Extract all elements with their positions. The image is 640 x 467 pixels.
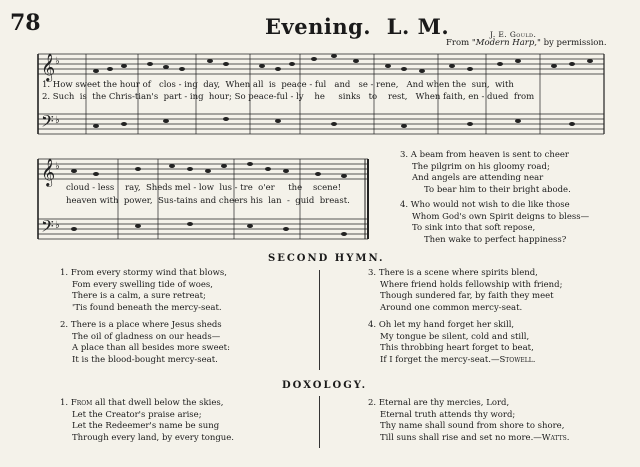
- stanza-line: Eternal truth attends thy word;: [380, 409, 516, 420]
- stanza-text: Oh let my hand forget her skill,: [378, 320, 515, 330]
- column-divider: [319, 270, 320, 370]
- stanza-text: all that dwell below the skies,: [95, 398, 224, 408]
- stanza-number: 2.: [60, 320, 69, 330]
- author-credit: Stowell.: [499, 354, 536, 365]
- stanza-line: [368, 398, 569, 410]
- composer-credit: J. E. Gould.: [490, 30, 537, 39]
- svg-text:♭: ♭: [55, 115, 60, 126]
- stanza-line: 3. A beam from heaven is sent to cheer: [400, 150, 569, 160]
- source-from: From: [446, 38, 470, 48]
- doxology-stanza-2: [368, 398, 569, 444]
- stanza-line: [368, 268, 562, 280]
- stanza-line: Through every land, by every tongue.: [72, 432, 234, 443]
- hymn-title-name: Evening.: [265, 14, 372, 39]
- page-number: 78: [10, 10, 41, 36]
- second-hymn-stanza-4: [368, 320, 535, 366]
- author-credit: Watts.: [541, 432, 570, 443]
- svg-text:𝄞: 𝄞: [41, 158, 56, 186]
- stanza-line: [60, 268, 227, 280]
- evening-stanza-4: [400, 200, 589, 246]
- stanza-line: [368, 320, 535, 332]
- stanza-line: [368, 433, 569, 445]
- stanza-line: Let the Redeemer's name be sung: [72, 421, 220, 431]
- stanza-line: 4. Who would not wish to die like those: [400, 200, 570, 210]
- stanza-text: Till suns shall rise and set no more.—: [380, 432, 542, 443]
- stanza-first-word: From: [70, 398, 93, 408]
- stanza-text: There is a scene where spirits blend,: [378, 268, 538, 278]
- stanza-line: Around one common mercy-seat.: [380, 302, 523, 313]
- stanza-number: 1.: [60, 398, 69, 408]
- svg-text:♭: ♭: [55, 161, 60, 172]
- hymn-meter: L. M.: [386, 14, 450, 39]
- stanza-line: Then wake to perfect happiness?: [424, 234, 567, 245]
- stanza-line: Where friend holds fellowship with friend;: [380, 279, 563, 290]
- stanza-line: [60, 398, 234, 410]
- svg-text:♭: ♭: [55, 220, 60, 231]
- svg-text:♭: ♭: [55, 56, 60, 67]
- lyric-line-2: 2. Such is the Chris-tian's part - ing hour; So peace-ful - ly he sinks to rest, When faith, en - dued from: [42, 92, 535, 102]
- stanza-line: A place than all besides more sweet:: [72, 343, 230, 353]
- second-hymn-stanza-3: [368, 268, 562, 314]
- stanza-first-line: From every stormy wind that blows,: [70, 268, 227, 278]
- stanza-number: 4.: [368, 320, 377, 330]
- stanza-line: There is a calm, a sure retreat;: [72, 291, 206, 301]
- stanza-line: This throbbing heart forget to beat,: [380, 343, 534, 353]
- second-hymn-heading: SECOND HYMN.: [268, 253, 385, 264]
- stanza-number: 1.: [60, 268, 69, 278]
- evening-stanza-3: [400, 150, 571, 196]
- stanza-line: To sink into that soft repose,: [412, 223, 536, 233]
- stanza-line: To bear him to their bright abode.: [424, 184, 571, 195]
- hymn-title: [265, 14, 449, 39]
- stanza-line: It is the blood-bought mercy-seat.: [72, 354, 218, 365]
- source-credit: [446, 38, 607, 48]
- stanza-line: And angels are attending near: [412, 173, 544, 183]
- lyric-line-3: cloud - less ray, Sheds mel - low lus - tre o'er the scene!: [66, 183, 342, 193]
- svg-text:𝄞: 𝄞: [41, 53, 56, 81]
- doxology-heading: DOXOLOGY.: [282, 380, 368, 391]
- stanza-text: If I forget the mercy-seat.—: [380, 354, 500, 365]
- second-hymn-stanza-1: [60, 268, 227, 314]
- stanza-line: Thy name shall sound from shore to shore,: [380, 421, 565, 431]
- stanza-line: My tongue be silent, cold and still,: [380, 331, 530, 342]
- stanza-line: Whom God's own Spirit deigns to bless—: [412, 211, 590, 222]
- svg-text:𝄢: 𝄢: [41, 216, 54, 240]
- stanza-line: Let the Creator's praise arise;: [72, 409, 202, 420]
- lyric-line-1: 1. How sweet the hour of clos - ing day, When all is peace - ful and se - rene, And when the sun, with: [42, 80, 514, 90]
- second-hymn-stanza-2: [60, 320, 230, 366]
- stanza-line: 'Tis found beneath the mercy-seat.: [72, 302, 222, 313]
- stanza-line: [60, 320, 230, 332]
- stanza-number: 3.: [368, 268, 377, 278]
- source-work: "Modern Harp,": [471, 38, 541, 48]
- lyric-line-4: heaven with power, Sus-tains and cheers his lan - guid breast.: [66, 196, 350, 206]
- svg-text:𝄢: 𝄢: [41, 111, 54, 135]
- stanza-text: There is a place where Jesus sheds: [70, 320, 222, 330]
- stanza-line: Fom every swelling tide of woes,: [72, 279, 213, 290]
- stanza-line: Though sundered far, by faith they meet: [380, 291, 554, 301]
- doxology-stanza-1: [60, 398, 234, 444]
- stanza-line: [368, 355, 535, 367]
- source-tail: by permission.: [543, 38, 607, 48]
- stanza-line: The oil of gladness on our heads—: [72, 331, 221, 342]
- stanza-text: Eternal are thy mercies, Lord,: [378, 398, 510, 408]
- stanza-number: 2.: [368, 398, 377, 408]
- column-divider: [319, 396, 320, 448]
- stanza-line: The pilgrim on his gloomy road;: [412, 161, 550, 172]
